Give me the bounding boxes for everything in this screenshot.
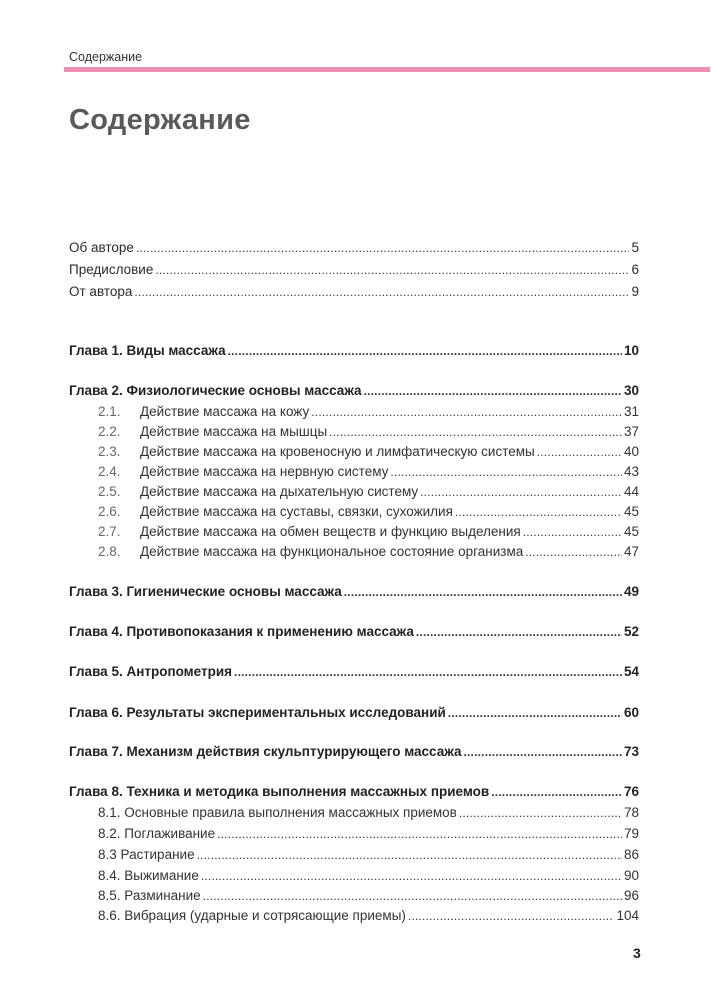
section-title: Действие массажа на обмен веществ и функцию выделения [140, 524, 521, 539]
section-title: Действие массажа на суставы, связки, сухожилия [140, 504, 453, 519]
toc-chapter-8[interactable] [69, 783, 639, 801]
toc-entry-label: От автора [69, 284, 133, 299]
page-number: 3 [633, 945, 641, 961]
section-number: 2.5. [98, 484, 121, 499]
chapter-page: 52 [623, 624, 639, 639]
section-title: 8.5. Разминание [98, 888, 201, 903]
toc-chapter-5[interactable] [69, 663, 639, 681]
toc-section-2-4[interactable] [98, 463, 639, 481]
toc-entry-label: Предисловие [69, 262, 154, 277]
section-title: Действие массажа на нервную систему [140, 464, 389, 479]
section-page: 79 [623, 826, 639, 841]
section-page: 43 [623, 464, 639, 479]
toc-section-8-5[interactable] [98, 887, 639, 905]
toc-chapter-2[interactable] [69, 382, 639, 400]
section-title: Действие массажа на функциональное состояние организма [140, 544, 524, 559]
toc-chapter-1[interactable] [69, 342, 639, 360]
running-head: Содержание [69, 50, 143, 64]
section-title: Действие массажа на кожу [140, 404, 310, 419]
chapter-title: Глава 7. Механизм действия скульптурирующего массажа [69, 744, 462, 759]
section-title: 8.6. Вибрация (ударные и сотрясающие приемы) [98, 908, 406, 923]
section-page: 86 [623, 847, 639, 862]
chapter-title: Глава 3. Гигиенические основы массажа [69, 584, 342, 599]
section-page: 96 [623, 888, 639, 903]
dot-leader [537, 443, 622, 461]
section-page: 45 [623, 524, 639, 539]
dot-leader [201, 867, 622, 885]
header-rule [64, 67, 710, 72]
toc-chapter-6[interactable] [69, 704, 639, 722]
dot-leader [197, 846, 622, 864]
section-number: 2.1. [98, 404, 121, 419]
section-number: 2.4. [98, 464, 121, 479]
dot-leader [448, 704, 622, 722]
dot-leader [420, 483, 622, 501]
dot-leader [217, 825, 622, 843]
dot-leader [416, 623, 622, 641]
toc-entry-preface[interactable] [69, 261, 639, 279]
toc-section-2-3[interactable] [98, 443, 639, 461]
dot-leader [329, 423, 622, 441]
section-title: 8.2. Поглаживание [98, 826, 216, 841]
toc-entry-about-author[interactable] [69, 239, 639, 257]
toc-chapter-3[interactable] [69, 583, 639, 601]
chapter-title: Глава 4. Противопоказания к применению массажа [69, 624, 414, 639]
toc-section-2-1[interactable] [98, 403, 639, 421]
section-page: 40 [623, 444, 639, 459]
section-title: Действие массажа на кровеносную и лимфатическую системы [140, 444, 535, 459]
section-title: 8.4. Выжимание [98, 868, 199, 883]
section-number: 2.6. [98, 504, 121, 519]
section-page: 37 [623, 424, 639, 439]
section-number: 2.7. [98, 524, 121, 539]
chapter-title: Глава 1. Виды массажа [69, 343, 226, 358]
dot-leader [228, 342, 622, 360]
section-number: 2.8. [98, 544, 121, 559]
dot-leader [234, 663, 622, 681]
toc-section-8-1[interactable] [98, 804, 639, 822]
toc-section-8-4[interactable] [98, 867, 639, 885]
section-number: 2.3. [98, 444, 121, 459]
section-page: 78 [623, 805, 639, 820]
dot-leader [136, 239, 630, 257]
dot-leader [344, 583, 622, 601]
chapter-page: 30 [623, 383, 639, 398]
toc-entry-page: 6 [631, 262, 639, 277]
toc-section-8-2[interactable] [98, 825, 639, 843]
page-title: Содержание [69, 104, 251, 136]
chapter-page: 73 [623, 744, 639, 759]
toc-chapter-7[interactable] [69, 743, 639, 761]
toc-section-2-5[interactable] [98, 483, 639, 501]
chapter-page: 60 [623, 705, 639, 720]
toc-entry-page: 9 [631, 284, 639, 299]
toc-section-2-2[interactable] [98, 423, 639, 441]
section-page: 47 [623, 544, 639, 559]
toc-section-2-6[interactable] [98, 503, 639, 521]
toc-chapter-4[interactable] [69, 623, 639, 641]
chapter-page: 76 [623, 784, 639, 799]
dot-leader [463, 743, 621, 761]
section-page: 90 [623, 868, 639, 883]
dot-leader [491, 783, 622, 801]
dot-leader [390, 463, 622, 481]
section-title: Действие массажа на мышцы [140, 424, 328, 439]
dot-leader [155, 261, 629, 279]
chapter-page: 10 [623, 343, 639, 358]
dot-leader [455, 503, 622, 521]
section-page: 104 [616, 908, 639, 923]
toc-section-2-7[interactable] [98, 523, 639, 541]
dot-leader [311, 403, 622, 421]
chapter-title: Глава 5. Антропометрия [69, 664, 233, 679]
chapter-title: Глава 8. Техника и методика выполнения массажных приемов [69, 784, 490, 799]
chapter-title: Глава 6. Результаты экспериментальных исследований [69, 705, 446, 720]
chapter-page: 54 [623, 664, 639, 679]
dot-leader [408, 907, 615, 925]
toc-entry-label: Об авторе [69, 240, 134, 255]
section-page: 44 [623, 484, 639, 499]
section-title: Действие массажа на дыхательную систему [140, 484, 419, 499]
chapter-title: Глава 2. Физиологические основы массажа [69, 383, 362, 398]
section-title: 8.1. Основные правила выполнения массажных приемов [98, 805, 457, 820]
toc-entry-page: 5 [631, 240, 639, 255]
dot-leader [364, 382, 622, 400]
section-page: 45 [623, 504, 639, 519]
section-page: 31 [623, 404, 639, 419]
chapter-page: 49 [623, 584, 639, 599]
dot-leader [525, 543, 622, 561]
toc-entry-from-author[interactable] [69, 283, 639, 301]
toc-section-8-3[interactable] [98, 846, 639, 864]
dot-leader [523, 523, 622, 541]
section-title: 8.3 Растирание [98, 847, 195, 862]
toc-section-2-8[interactable] [98, 543, 639, 561]
section-number: 2.2. [98, 424, 121, 439]
dot-leader [134, 283, 629, 301]
dot-leader [203, 887, 622, 905]
dot-leader [459, 804, 622, 822]
toc-section-8-6[interactable] [98, 907, 639, 925]
